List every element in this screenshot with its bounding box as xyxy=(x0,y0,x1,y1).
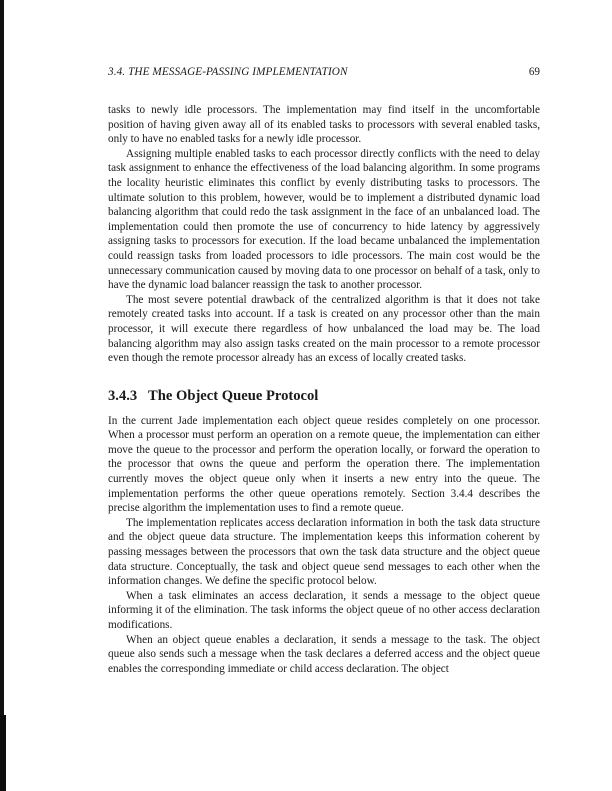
running-head xyxy=(108,64,540,80)
paragraph: Assigning multiple enabled tasks to each processor directly conflicts with the need to delay task assignment to enhance the effectiveness of the load balancing algorithm. In some programs the locality heuristic eliminates this conflict by evenly distributing tasks to processors. The ultimate solution to this problem, however, would be to implement a distributed dynamic load balancing algorithm that could redo the task assignment in the face of an unbalanced load. The implementation could then promote the use of concurrency to hide latency by aggressively assigning tasks to processors for execution. If the load became unbalanced the implementation could reassign tasks from loaded processors to idle processors. The main cost would be the unnecessary communication caused by moving data to one processor on behalf of a task, only to have the dynamic load balancer reassign the task to another processor. xyxy=(108,147,540,292)
body-text xyxy=(108,103,540,676)
paragraph: When a task eliminates an access declaration, it sends a message to the object queue informing it of the elimination. The task informs the object queue of no other access declaration modifications. xyxy=(108,589,540,631)
section-title: The Object Queue Protocol xyxy=(148,387,319,404)
scan-border-lower xyxy=(0,715,6,791)
section-heading xyxy=(108,387,540,405)
paragraph: tasks to newly idle processors. The implementation may find itself in the uncomfortable position of having given away all of its enabled tasks to processors with several enabled tasks, only to have no enabled tasks for a newly idle processor. xyxy=(108,104,540,146)
paragraph: In the current Jade implementation each object queue resides completely on one processor. When a processor must perform an operation on a remote queue, the implementation can either move the queue to the processor and perform the operation locally, or forward the operation to the processor that owns the queue and perform the operation there. The implementation currently moves the object queue only when it inserts a new entry into the queue. The implementation performs the other queue operations remotely. Section 3.4.4 describes the precise algorithm the implementation uses to find a remote queue. xyxy=(108,414,540,515)
scan-border xyxy=(0,0,4,791)
paragraph: The most severe potential drawback of the centralized algorithm is that it does not take remotely created tasks into account. If a task is created on any processor other than the main processor, it will execute there regardless of how unbalanced the load may be. The load balancing algorithm may also assign tasks created on the main processor to a remote processor even though the remote processor already has an excess of locally created tasks. xyxy=(108,293,540,365)
page-number: 69 xyxy=(528,66,540,78)
paragraph: When an object queue enables a declaration, it sends a message to the task. The object queue also sends such a message when the task declares a deferred access and the object queue enables the corresponding immediate or child access declaration. The object xyxy=(108,633,540,675)
running-head-title: 3.4. THE MESSAGE-PASSING IMPLEMENTATION xyxy=(108,66,348,78)
paragraph: The implementation replicates access declaration information in both the task data structure and the object queue data structure. The implementation keeps this information coherent by passing messages between the processors that own the task data structure and the object queue data structure. Conceptually, the task and object queue send messages to each other when the information changes. We define the specific protocol below. xyxy=(108,516,540,588)
section-number: 3.4.3 xyxy=(108,387,138,404)
